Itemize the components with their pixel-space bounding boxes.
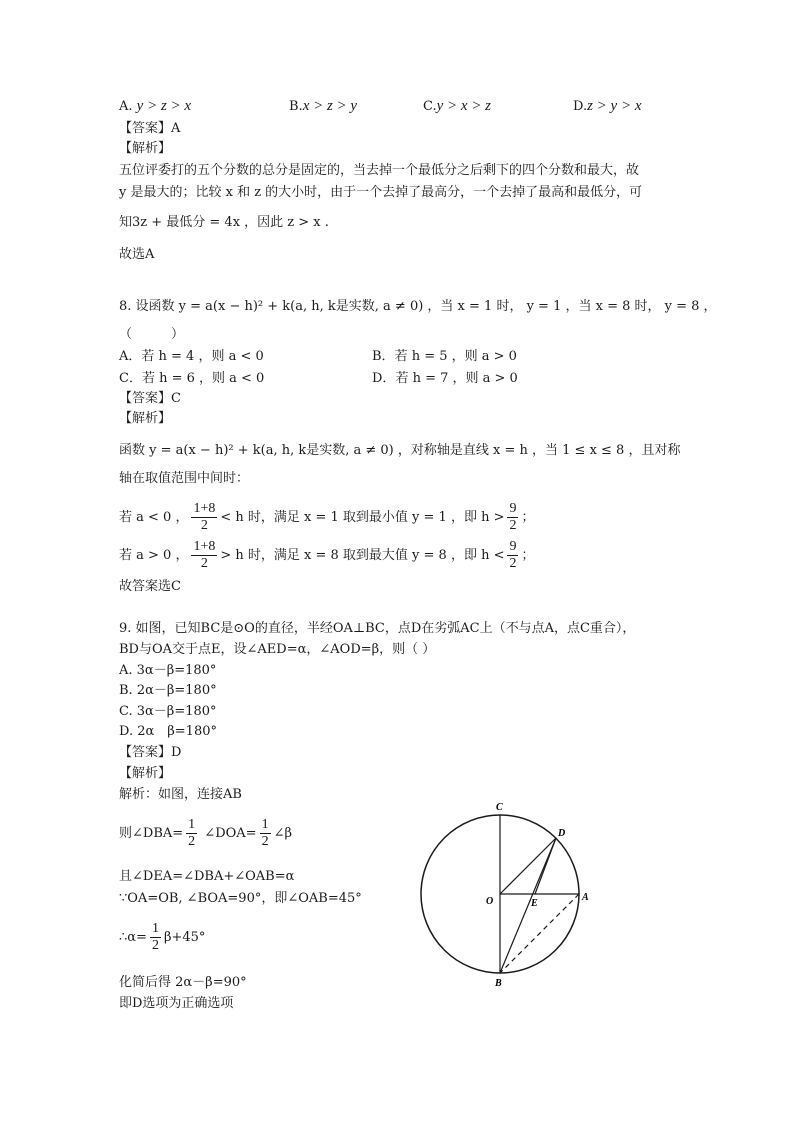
q9-analysis-step: ∵OA=OB, ∠BOA=90°，即∠OAB=45° bbox=[119, 891, 362, 906]
fraction: $\frac{1}{2}$ bbox=[261, 817, 269, 849]
q7-analysis-line: 知3z + 最低分 = 4x ，因此 z > x . bbox=[119, 215, 329, 230]
q8-case1: 若 a < 0 ， $\frac{1+8}{2}$ < h 时，满足 x = 1 取到最小值 y = 1 ，即 h > $\frac{9}{2}$ ； bbox=[119, 501, 535, 533]
q8-analysis-line1: 函数 y = a(x − h)² + k(a, h, k是实数, a ≠ 0) ，对称轴是直线 x = h ，当 1 ≤ x ≤ 8 ，且对称 bbox=[119, 443, 681, 458]
fraction: $\frac{9}{2}$ bbox=[509, 501, 517, 533]
q8-case2: 若 a > 0 ， $\frac{1+8}{2}$ > h 时，满足 x = 8 取到最大值 y = 8 ，即 h < $\frac{9}{2}$ ； bbox=[119, 539, 535, 571]
q8-analysis-title: 【解析】 bbox=[119, 411, 172, 426]
fraction: $\frac{1}{2}$ bbox=[188, 817, 196, 849]
q8-option-a: A．若 h = 4 ，则 a < 0 bbox=[119, 349, 264, 364]
segment-od bbox=[500, 838, 556, 894]
q9-option-a: A. 3α－β=180° bbox=[119, 663, 217, 678]
q9-option-d: D. 2α β=180° bbox=[119, 724, 217, 739]
segment-ab-dashed bbox=[500, 894, 579, 973]
q7-option-c: C.y > x > z bbox=[423, 98, 492, 114]
q8-analysis-line2: 轴在取值范围中间时： bbox=[119, 471, 250, 486]
q8-conclusion: 故答案选C bbox=[119, 579, 181, 594]
q8-option-c: C．若 h = 6 ，则 a < 0 bbox=[119, 371, 265, 386]
q7-answer: 【答案】A bbox=[119, 121, 181, 136]
q9-analysis-step: 化简后得 2α－β=90° bbox=[119, 975, 247, 990]
fraction: $\frac{1+8}{2}$ bbox=[193, 501, 216, 533]
q8-option-d: D．若 h = 7 ，则 a > 0 bbox=[372, 371, 518, 386]
q7-analysis-line: y 是最大的；比较 x 和 z 的大小时，由于一个去掉了最高分，一个去掉了最高和最低分，可 bbox=[119, 185, 643, 200]
q9-analysis-title: 【解析】 bbox=[119, 766, 172, 781]
q9-option-c: C. 3α－β=180° bbox=[119, 704, 217, 719]
segment-bd bbox=[500, 838, 556, 973]
q9-answer: 【答案】D bbox=[119, 745, 182, 760]
label-e: E bbox=[531, 898, 538, 909]
q9-stem-line1: 9. 如图，已知BC是⊙O的直径，半经OA⊥BC，点D在劣弧AC上（不与点A，点C重合）， bbox=[119, 621, 636, 636]
q8-paren: （ ） bbox=[119, 327, 185, 342]
segment-de bbox=[535, 838, 556, 894]
label-o: O bbox=[486, 896, 494, 907]
q8-answer: 【答案】C bbox=[119, 391, 181, 406]
q7-analysis-title: 【解析】 bbox=[119, 141, 172, 156]
label-d: D bbox=[558, 828, 566, 839]
q9-analysis-step: 即D选项为正确选项 bbox=[119, 996, 234, 1011]
label-c: C bbox=[496, 802, 503, 813]
fraction: $\frac{9}{2}$ bbox=[509, 539, 517, 571]
fraction: $\frac{1}{2}$ bbox=[151, 921, 159, 953]
q9-option-b: B. 2α－β=180° bbox=[119, 683, 217, 698]
q8-stem: 8. 设函数 y = a(x − h)² + k(a, h, k是实数, a ≠ 0) ，当 x = 1 时， y = 1 ，当 x = 8 时， y = 8 ， bbox=[119, 299, 717, 314]
fraction: $\frac{1+8}{2}$ bbox=[193, 539, 216, 571]
q7-option-d: D.z > y > x bbox=[573, 98, 642, 114]
q9-analysis-line: 解析：如图，连接AB bbox=[119, 787, 242, 802]
q8-option-b: B．若 h = 5 ，则 a > 0 bbox=[372, 349, 517, 364]
q9-stem-line2: BD与OA交于点E，设∠AED=α，∠AOD=β，则（ ） bbox=[119, 642, 436, 657]
q7-conclusion: 故选A bbox=[119, 247, 155, 262]
q9-analysis-step: 则∠DBA= $\frac{1}{2}$ ∠DOA= $\frac{1}{2}$ ∠β bbox=[119, 817, 292, 849]
label-b: B bbox=[495, 978, 502, 989]
q9-analysis-step: ∴α= $\frac{1}{2}$ β+45° bbox=[119, 921, 206, 953]
q7-option-a: A. y > z > x bbox=[119, 98, 192, 114]
label-a: A bbox=[582, 892, 589, 903]
q7-option-b: B.x > z > y bbox=[289, 98, 358, 114]
q9-analysis-step: 且∠DEA=∠DBA+∠OAB=α bbox=[119, 869, 295, 884]
circle-geometry-figure bbox=[420, 800, 610, 990]
q7-analysis-line: 五位评委打的五个分数的总分是固定的，当去掉一个最低分之后剩下的四个分数和最大，故 bbox=[119, 163, 640, 178]
